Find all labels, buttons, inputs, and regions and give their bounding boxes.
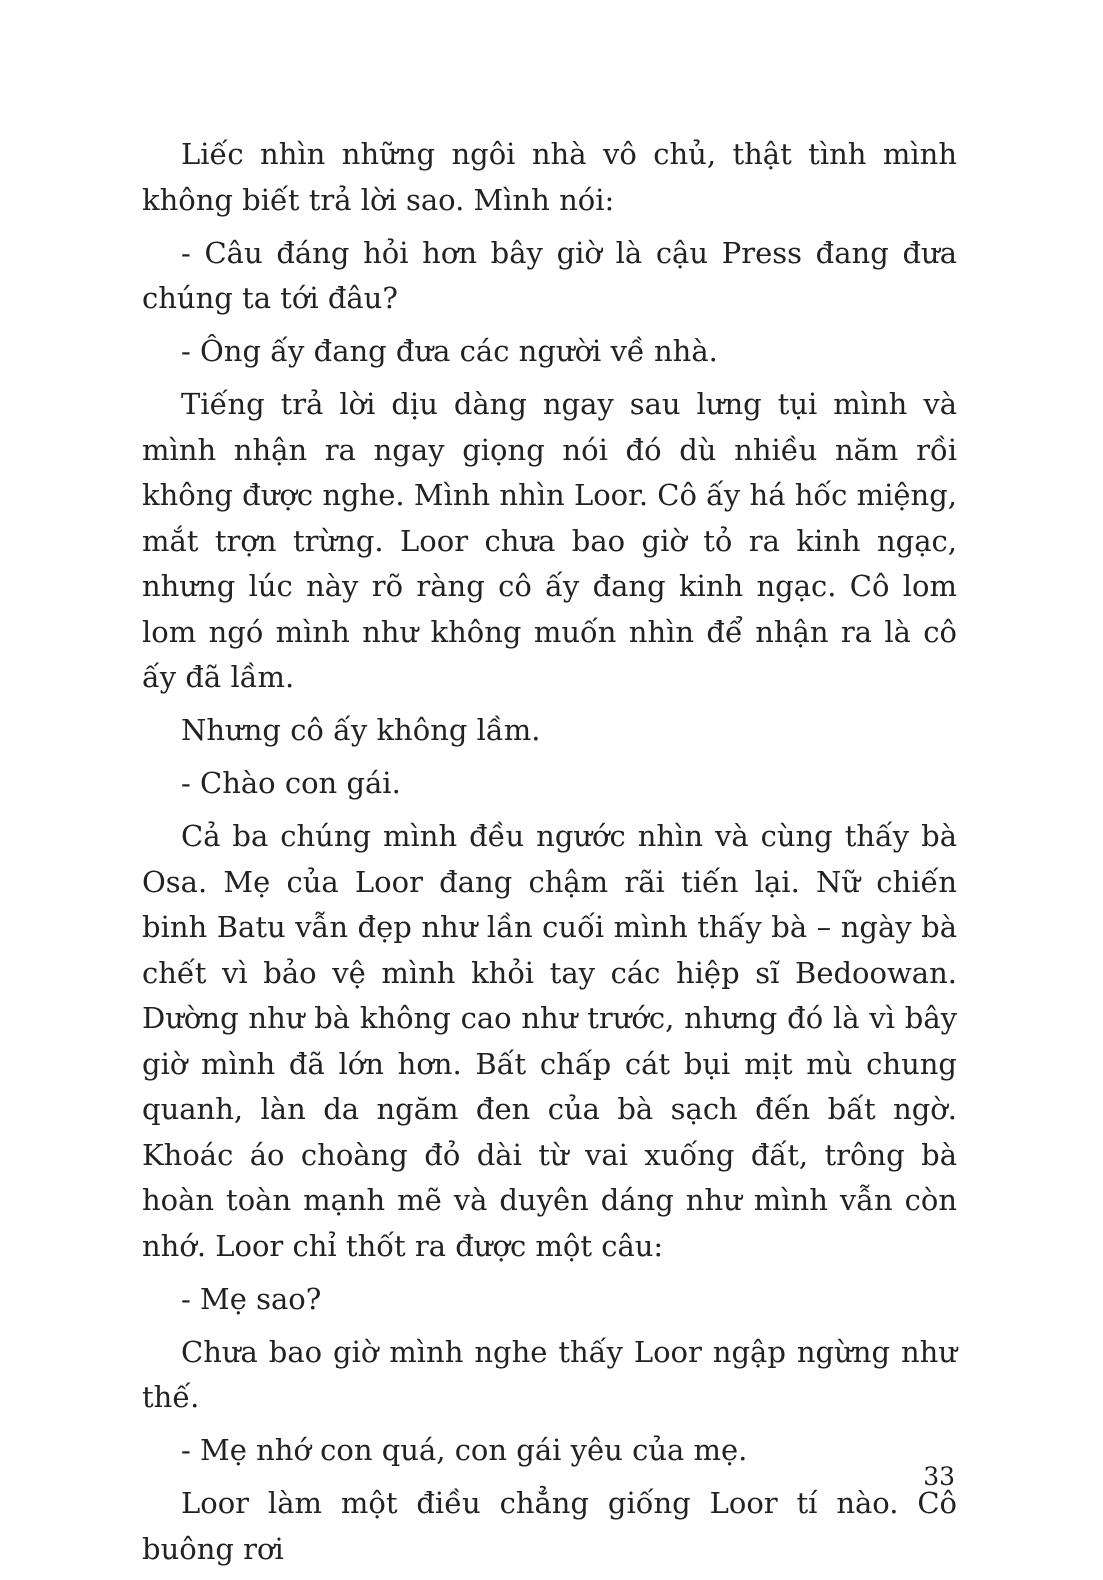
paragraph: - Chào con gái. [181,766,401,800]
paragraph: - Mẹ sao? [181,1281,322,1316]
paragraph: Nhưng cô ấy không lầm. [181,713,541,747]
paragraph: - Câu đáng hỏi hơn bây giờ là cậu Press đang đưa chúng ta tới đâu? [142,235,957,315]
paragraph: Cả ba chúng mình đều ngước nhìn và cùng thấy bà Osa. Mẹ của Loor đang chậm rãi tiến lại. Nữ chiến binh Batu vẫn đẹp như lần cuối mình thấy bà – ngày bà chết vì bảo vệ mình khỏi tay các hiệp sĩ Bedoowan. Dường như bà không cao như trước, nhưng đó là vì bây giờ mình đã lớn hơn. Bất chấp cát bụi mịt mù chung quanh, làn da ngăm đen của bà sạch đến bất ngờ. Khoác áo choàng đỏ dài từ vai xuống đất, trông bà hoàn toàn mạnh mẽ và duyên dáng như mình vẫn còn nhớ. Loor chỉ thốt ra được một câu: [142,819,957,1263]
paragraph: Tiếng trả lời dịu dàng ngay sau lưng tụi mình và mình nhận ra ngay giọng nói đó dù nhiều năm rồi không được nghe. Mình nhìn Loor. Cô ấy há hốc miệng, mắt trợn trừng. Loor chưa bao giờ tỏ ra kinh ngạc, nhưng lúc này rõ ràng cô ấy đang kinh ngạc. Cô lom lom ngó mình như không muốn nhìn để nhận ra là cô ấy đã lầm. [142,387,957,694]
paragraph: - Ông ấy đang đưa các người về nhà. [181,334,718,368]
paragraph: Loor làm một điều chẳng giống Loor tí nào. Cô buông rơi [142,1486,957,1566]
paragraph: Liếc nhìn những ngôi nhà vô chủ, thật tình mình không biết trả lời sao. Mình nói: [142,137,957,217]
page-number: 33 [923,1462,955,1491]
paragraph: Chưa bao giờ mình nghe thấy Loor ngập ngừng như thế. [142,1334,957,1414]
paragraph: - Mẹ nhớ con quá, con gái yêu của mẹ. [181,1433,748,1467]
body-text [142,132,957,1580]
